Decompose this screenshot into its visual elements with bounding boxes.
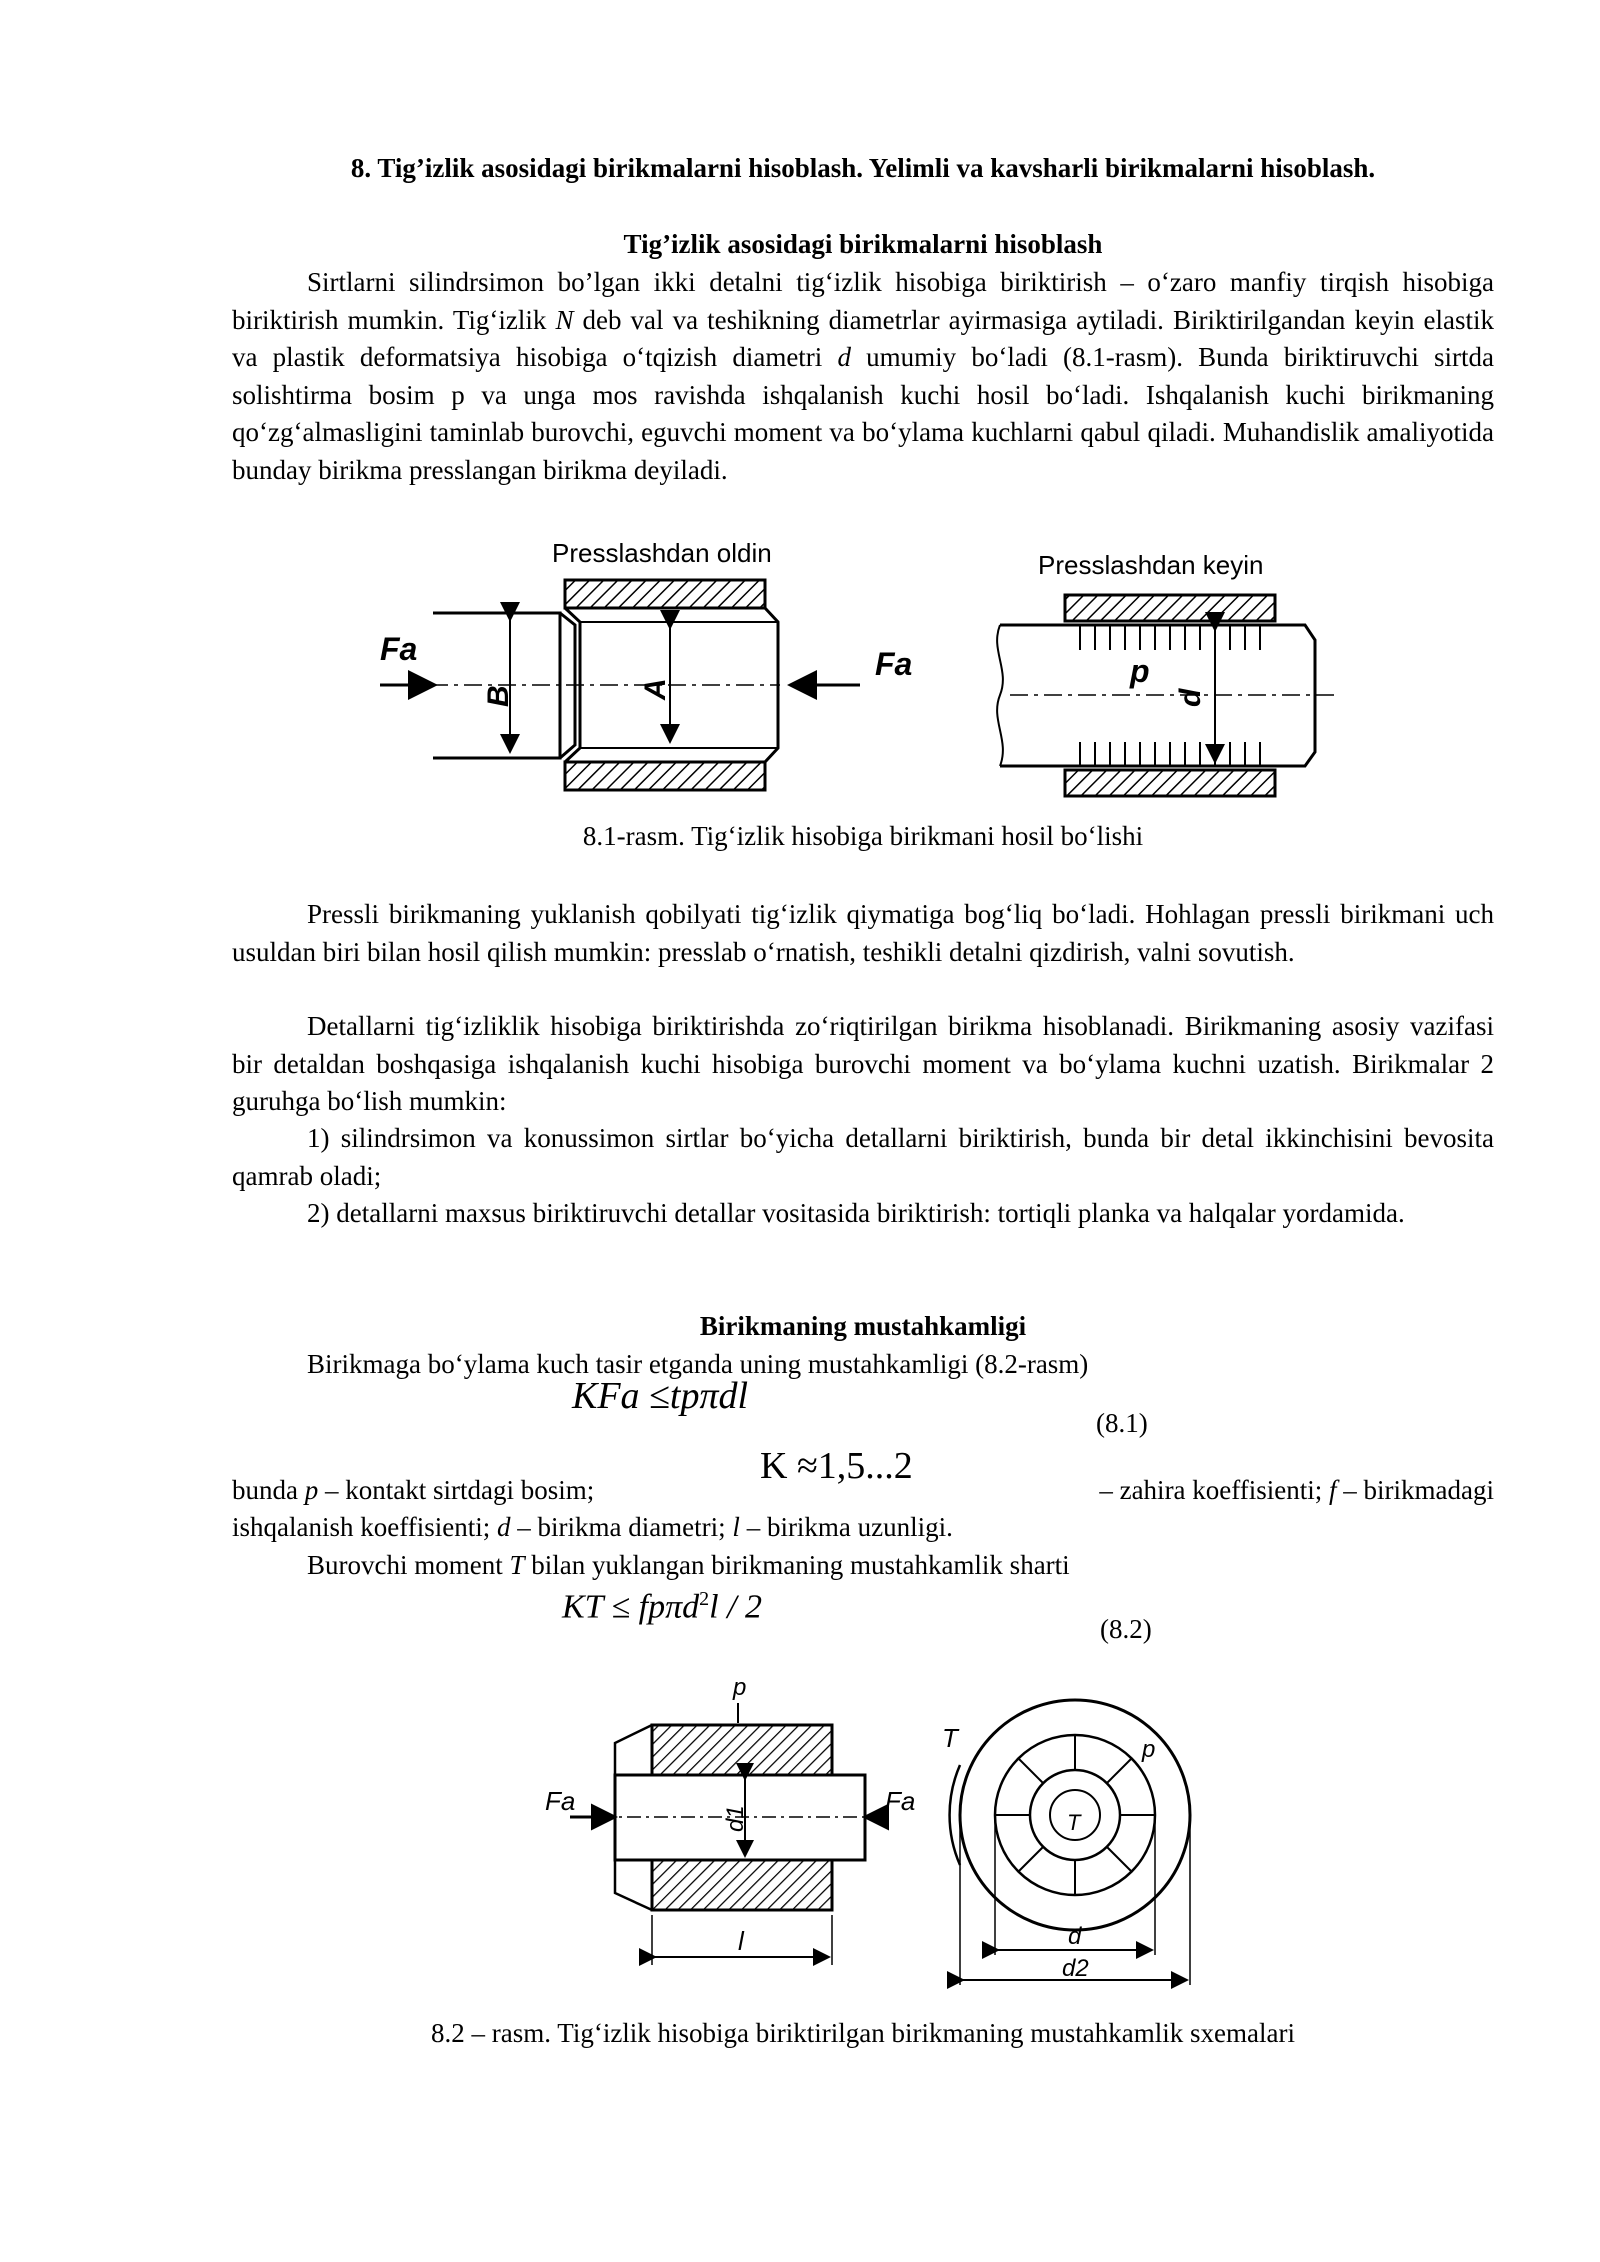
moment-var-T: T [509,1550,525,1580]
formula2-sup: 2 [699,1588,710,1610]
where2-text-1: ishqalanish koeffisienti; [232,1512,497,1542]
fig2-t-inner: T [1067,1810,1081,1835]
k-formula: K ≈1,5...2 [760,1445,913,1487]
figure2-caption: 8.2 – rasm. Tig‘izlik hisobiga biriktirilgan birikmaning mustahkamlik sxemalari [431,2018,1295,2048]
label-after: Presslashdan keyin [1038,550,1264,580]
para-text-3: umumiy bo‘ladi (8.1-rasm). Bunda biriktiruvchi sirtda solishtirma bosim p va unga mos ravishda ishqalanish kuchi hosil bo‘ladi. Ishqalanish kuchi birikmaning qo‘zg‘almasligini taminlab burovchi, eguvchi moment va bo‘ylama kuchlarni qabul qiladi. Muhandislik amaliyotida bunday birikma presslangan birikma deyiladi. [232,342,1494,485]
paragraph-1: Pressli birikmaning yuklanish qobilyati tig‘izlik qiymatiga bog‘liq bo‘ladi. Hohlagan pressli birikmani uch usuldan biri bilan hosil qilish mumkin: presslab o‘rnatish, teshikli detalni qizdirish, valni sovutish. [232,899,1494,967]
dim-a: A [639,678,672,700]
formula-8-1: KFa ≤tpπdl [572,1375,749,1417]
formula-8-1-number: (8.1) [1096,1408,1148,1438]
formula2-tail: l / 2 [709,1588,763,1626]
figure-8-2 [540,1665,1240,2010]
section1-paragraph [232,264,1494,489]
where2-text-2: – birikma diametri; [510,1512,733,1542]
paragraph-3: 1) silindrsimon va konussimon sirtlar bo‘yicha detallarni biriktirish, bunda bir detal ikkinchisini bevosita qamrab oladi; [232,1123,1494,1191]
dim-b: B [482,685,515,707]
force-right: Fa [875,646,913,682]
formula-8-2 [562,1588,762,1626]
fig2-d: d [1068,1923,1082,1950]
where-text-1: bunda [232,1475,305,1505]
fig2-d1: d1 [722,1805,749,1832]
fig2-force-right: Fa [885,1786,916,1816]
pressure-p: p [1130,653,1150,689]
where-line-right [955,1472,1494,1510]
fig2-p-left: p [733,1674,747,1701]
para-var-d: d [837,342,851,372]
where-text-4: – birikmadagi [1336,1475,1494,1505]
where-text-2: – kontakt sirtdagi bosim; [318,1475,595,1505]
paragraph-2: Detallarni tig‘izliklik hisobiga biriktirishda zo‘riqtirilgan birikma hisoblanadi. Birikmaning asosiy vazifasi bir detaldan boshqasiga ishqalanish kuchi hisobiga burovchi moment va bo‘ylama kuchni uzatish. Birikmalar 2 guruhga bo‘lish mumkin: [232,1011,1494,1116]
section2-intro: Birikmaga bo‘ylama kuch tasir etganda uning mustahkamligi (8.2-rasm) [307,1349,1089,1379]
where2-var-d: d [496,1512,511,1542]
where-var-f: f [1329,1475,1337,1505]
para-text-1: Sirtlarni silindrsimon bo’lgan ikki detalni tig‘izlik hisobiga biriktirish – o‘zaro manfiy tirqish hisobiga biriktirish mumkin. Tig‘izlik [232,267,1494,335]
label-before: Presslashdan oldin [552,538,772,568]
where-var-p: p [304,1475,319,1505]
paragraph-4: 2) detallarni maxsus biriktiruvchi detallar vositasida biriktirish: tortiqli planka va halqalar yordamida. [307,1198,1405,1228]
where2-text-3: – birikma uzunligi. [739,1512,953,1542]
fig2-p-right: p [1142,1736,1156,1763]
figure1-caption: 8.1-rasm. Tig‘izlik hisobiga birikmani hosil bo‘lishi [582,821,1144,851]
moment-text-1: Burovchi moment [307,1550,510,1580]
where-text-3: – zahira koeffisienti; [1099,1475,1330,1505]
dim-d: d [1174,688,1207,707]
fig2-force-left: Fa [545,1786,576,1816]
formula-8-2-number: (8.2) [1100,1614,1152,1644]
para-text-2: deb val va teshikning diametrlar ayirmasiga aytiladi. Biriktirilgandan keyin elastik va plastik deformatsiya hisobiga o‘tqizish diametri [232,304,1494,372]
para-var-N: N [555,304,574,335]
main-title: 8. Tig’izlik asosidagi birikmalarni hisoblash. Yelimli va kavsharli birikmalarni hisoblash. [350,153,1376,183]
section2-heading: Birikmaning mustahkamligi [699,1311,1027,1341]
where-line-2 [232,1509,1494,1547]
force-left: Fa [380,631,418,667]
fig2-d2: d2 [1062,1955,1089,1982]
section1-heading: Tig’izlik asosidagi birikmalarni hisoblash [623,229,1103,259]
moment-line [232,1547,1494,1585]
fig2-t-outer: T [942,1723,958,1753]
figure-8-1 [370,530,1360,820]
where2-var-l: l [732,1512,740,1542]
moment-text-2: bilan yuklangan birikmaning mustahkamlik sharti [524,1550,1070,1580]
formula2-main: KT ≤ fpπd [562,1588,700,1626]
fig2-l: l [738,1926,744,1956]
